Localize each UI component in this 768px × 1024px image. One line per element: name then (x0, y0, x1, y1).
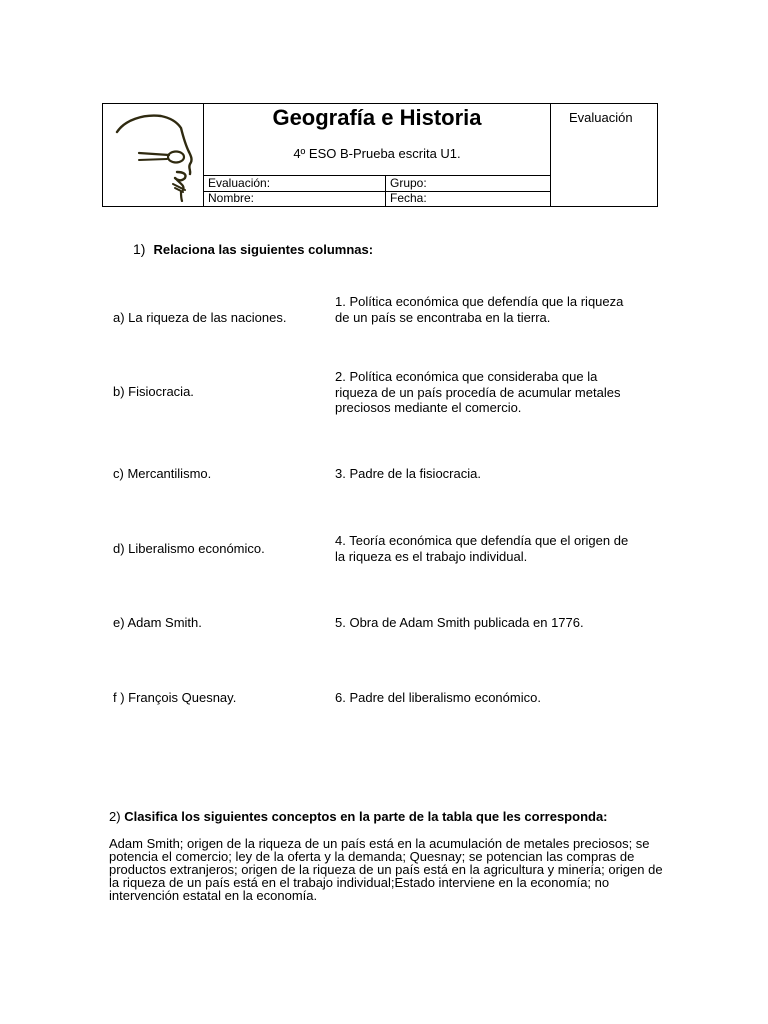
form-row (204, 191, 550, 206)
left-item: c) Mercantilismo. (113, 466, 212, 481)
fecha-label: Fecha: (390, 191, 427, 205)
question-number: 1) (133, 241, 146, 257)
grupo-label: Grupo: (390, 176, 427, 190)
question-title: Clasifica los siguientes conceptos en la parte de la tabla que les corresponda: (124, 809, 608, 824)
question-2-heading (109, 809, 608, 824)
profile-sketch-logo (111, 110, 197, 202)
exam-subtitle: 4º ESO B-Prueba escrita U1. (293, 146, 461, 161)
student-info-grid (204, 175, 550, 206)
question-number: 2) (109, 809, 121, 824)
left-item: a) La riqueza de las naciones. (113, 310, 287, 325)
evaluation-box (550, 104, 657, 206)
right-item: 6. Padre del liberalismo económico. (335, 690, 541, 705)
form-row (204, 176, 550, 192)
title-cell (204, 104, 550, 206)
page-title: Geografía e Historia (272, 105, 482, 130)
right-item: 1. Política económica que defendía que la riqueza de un país se encontraba en la tierra. (335, 294, 624, 325)
nombre-label: Nombre: (204, 191, 386, 206)
left-item: b) Fisiocracia. (113, 384, 194, 399)
left-item: d) Liberalismo económico. (113, 541, 265, 556)
right-item: 4. Teoría económica que defendía que el origen de la riqueza es el trabajo individual. (335, 533, 629, 564)
concepts-paragraph: Adam Smith; origen de la riqueza de un país está en la acumulación de metales preciosos; se potencia el comercio; ley de la oferta y la demanda; Quesnay; se potencian las compras de productos extranjeros; origen de la riqueza de un país está en la agricultura y minería; origen de la riqueza de un país está en el trabajo individual;Estado interviene en la economía; no intervención estatal en la economía. (109, 836, 663, 903)
question-1-heading (133, 241, 373, 257)
right-item: 5. Obra de Adam Smith publicada en 1776. (335, 615, 584, 630)
right-item: 2. Política económica que consideraba que la riqueza de un país procedía de acumular metales preciosos mediante el comercio. (335, 369, 621, 415)
evaluation-box-label: Evaluación (569, 110, 633, 125)
logo-cell (103, 104, 204, 206)
evaluacion-label: Evaluación: (204, 176, 386, 191)
question-title: Relaciona las siguientes columnas: (153, 242, 374, 257)
right-item: 3. Padre de la fisiocracia. (335, 466, 481, 481)
left-item: e) Adam Smith. (113, 615, 202, 630)
header-table (102, 103, 658, 207)
left-item: f ) François Quesnay. (113, 690, 237, 705)
